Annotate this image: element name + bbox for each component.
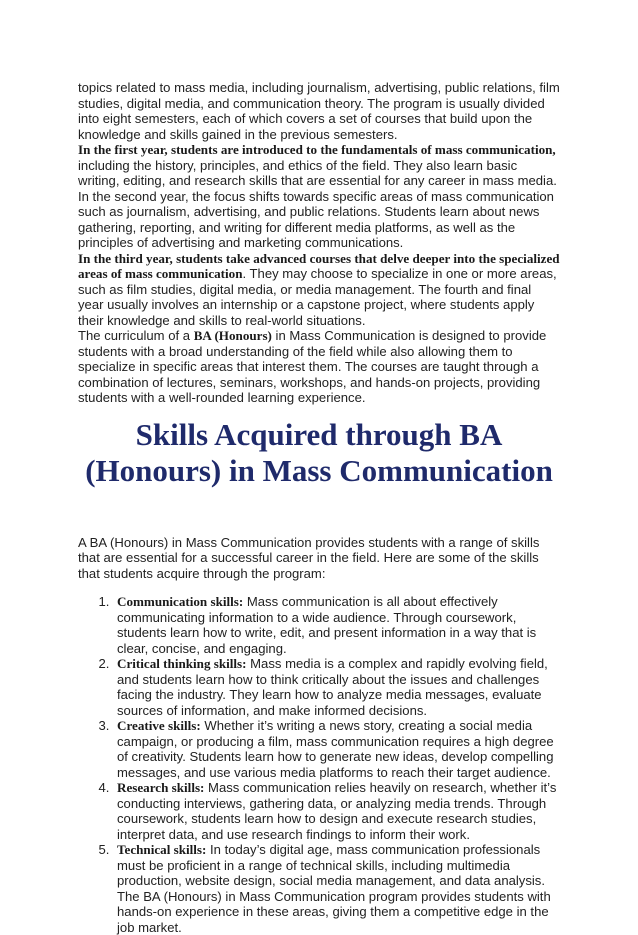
third-year-emphasis: In the third year, students take advanced courses that delve deeper into the specialized areas of mass communication bbox=[78, 250, 560, 281]
first-year-text: including the history, principles, and ethics of the field. They also learn basic writing, editing, and research skills that are essential for any career in mass media. In the second year, the focus shifts towards specific areas of mass communication such as journalism, advertising, and public relations. Students learn about news gathering, reporting, and writing for different media platforms, as well as the principles of advertising and marketing communications. bbox=[78, 157, 557, 250]
curriculum-text-after: in Mass Communication is designed to provide students with a broad understanding of the field while also allowing them to specialize in specific areas that interest them. The courses are taught through a combination of lectures, seminars, workshops, and hands-on projects, providing students with a well-rounded learning experience. bbox=[78, 328, 547, 405]
skill-text: Whether it’s writing a news story, creating a social media campaign, or producing a film, mass communication requires a high degree of creativity. Students learn how to generate new ideas, develop compelling messages, and use various media platforms to reach their target audience. bbox=[117, 718, 554, 780]
paragraph-curriculum bbox=[78, 328, 560, 406]
first-year-emphasis: In the first year, students are introduced to the fundamentals of mass communication, bbox=[78, 142, 556, 157]
paragraph-first-second-year bbox=[78, 142, 560, 251]
skill-title: Research skills: bbox=[117, 780, 205, 795]
list-item bbox=[113, 718, 560, 780]
list-item bbox=[113, 842, 560, 935]
curriculum-text-before: The curriculum of a bbox=[78, 328, 194, 343]
list-item bbox=[113, 656, 560, 718]
skill-text: In today’s digital age, mass communication professionals must be proficient in a range of technical skills, including multimedia production, website design, social media management, and data analysis. The BA (Honours) in Mass Communication program provides students with hands-on experience in these areas, giving them a competitive edge in the job market. bbox=[117, 842, 551, 935]
curriculum-degree-emphasis: BA (Honours) bbox=[193, 328, 272, 343]
skills-list bbox=[78, 594, 560, 935]
skill-title: Technical skills: bbox=[117, 842, 207, 857]
skill-title: Creative skills: bbox=[117, 718, 201, 733]
paragraph-third-fourth-year bbox=[78, 251, 560, 329]
third-year-text: . They may choose to specialize in one or more areas, such as film studies, digital media, or media management. The fourth and final year usually involves an internship or a capstone project, where students apply their knowledge and skills to real-world situations. bbox=[78, 266, 557, 328]
skill-title: Critical thinking skills: bbox=[117, 656, 247, 671]
skill-text: Mass communication relies heavily on research, whether it’s conducting interviews, gathering data, or analyzing media trends. Through coursework, students learn how to design and execute research studies, interpret data, and use research findings to inform their work. bbox=[117, 780, 557, 842]
list-item bbox=[113, 780, 560, 842]
section-heading: Skills Acquired through BA (Honours) in Mass Communication bbox=[85, 416, 553, 488]
skill-text: Mass media is a complex and rapidly evolving field, and students learn how to think critically about the issues and challenges facing the industry. They learn how to analyze media messages, evaluate sources of information, and make informed decisions. bbox=[117, 656, 548, 718]
skill-text: Mass communication is all about effectively communicating information to a wide audience. Through coursework, students learn how to write, edit, and present information in a way that is clear, concise, and engaging. bbox=[117, 594, 537, 656]
skills-intro-paragraph: A BA (Honours) in Mass Communication provides students with a range of skills that are essential for a successful career in the field. Here are some of the skills that students acquire through the program: bbox=[78, 534, 540, 581]
paragraph-program-overview: topics related to mass media, including journalism, advertising, public relations, film studies, digital media, and communication theory. The program is usually divided into eight semesters, each of which covers a set of courses that build upon the knowledge and skills gained in the previous semesters. bbox=[78, 80, 560, 142]
list-item bbox=[113, 594, 560, 656]
skill-title: Communication skills: bbox=[117, 594, 244, 609]
